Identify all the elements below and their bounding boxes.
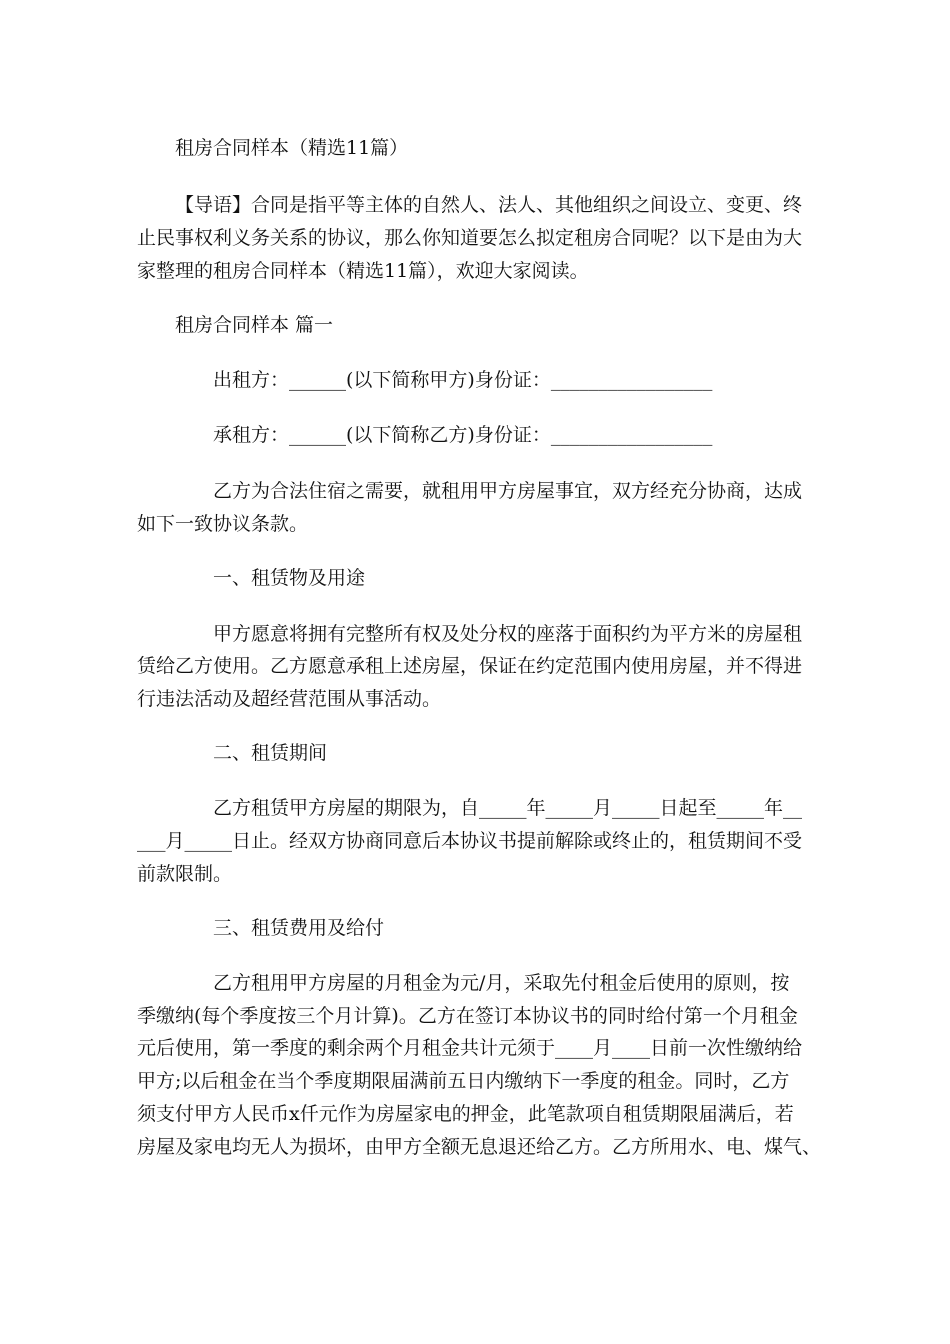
- preamble-line: 乙方为合法住宿之需要，就租用甲方房屋事宜，双方经充分协商，达成: [213, 480, 803, 502]
- document-title: 租房合同样本（精选11篇）: [175, 137, 409, 159]
- clause3-line: 须支付甲方人民币x仟元作为房屋家电的押金，此笔款项自租赁期限届满后，若: [137, 1103, 794, 1125]
- clause3-line: 房屋及家电均无人为损坏，由甲方全额无息退还给乙方。乙方所用水、电、煤气、: [137, 1136, 822, 1158]
- clause2-line: 前款限制。: [137, 863, 233, 885]
- intro-line: 止民事权利义务关系的协议，那么你知道要怎么拟定租房合同呢？以下是由为大: [137, 227, 803, 249]
- lessor-line: 出租方：______(以下简称甲方)身份证：_________________: [213, 369, 713, 391]
- clause2-line: 乙方租赁甲方房屋的期限为，自_____年_____月_____日起至_____年__: [213, 797, 803, 819]
- intro-line: 家整理的租房合同样本（精选11篇），欢迎大家阅读。: [137, 260, 589, 282]
- clause1-line: 赁给乙方使用。乙方愿意承租上述房屋，保证在约定范围内使用房屋，并不得进: [137, 655, 803, 677]
- clause3-heading: 三、租赁费用及给付: [213, 917, 385, 939]
- clause1-line: 行违法活动及超经营范围从事活动。: [137, 688, 442, 710]
- clause3-line: 元后使用，第一季度的剩余两个月租金共计元须于____月____日前一次性缴纳给: [137, 1037, 803, 1059]
- clause1-heading: 一、租赁物及用途: [213, 567, 366, 589]
- clause1-line: 甲方愿意将拥有完整所有权及处分权的座落于面积约为平方米的房屋租: [213, 623, 803, 645]
- lessee-line: 承租方：______(以下简称乙方)身份证：_________________: [213, 424, 713, 446]
- clause3-line: 乙方租用甲方房屋的月租金为元/月，采取先付租金后使用的原则，按: [213, 972, 790, 994]
- clause2-line: ___月_____日止。经双方协商同意后本协议书提前解除或终止的，租赁期间不受: [137, 830, 803, 852]
- clause3-line: 季缴纳(每个季度按三个月计算)。乙方在签订本协议书的同时给付第一个月租金: [137, 1005, 798, 1027]
- clause3-line: 甲方;以后租金在当个季度期限届满前五日内缴纳下一季度的租金。同时，乙方: [137, 1070, 790, 1092]
- clause2-heading: 二、租赁期间: [213, 742, 328, 764]
- preamble-line: 如下一致协议条款。: [137, 513, 309, 535]
- section-heading: 租房合同样本 篇一: [175, 314, 334, 336]
- intro-line: 【导语】合同是指平等主体的自然人、法人、其他组织之间设立、变更、终: [175, 194, 803, 216]
